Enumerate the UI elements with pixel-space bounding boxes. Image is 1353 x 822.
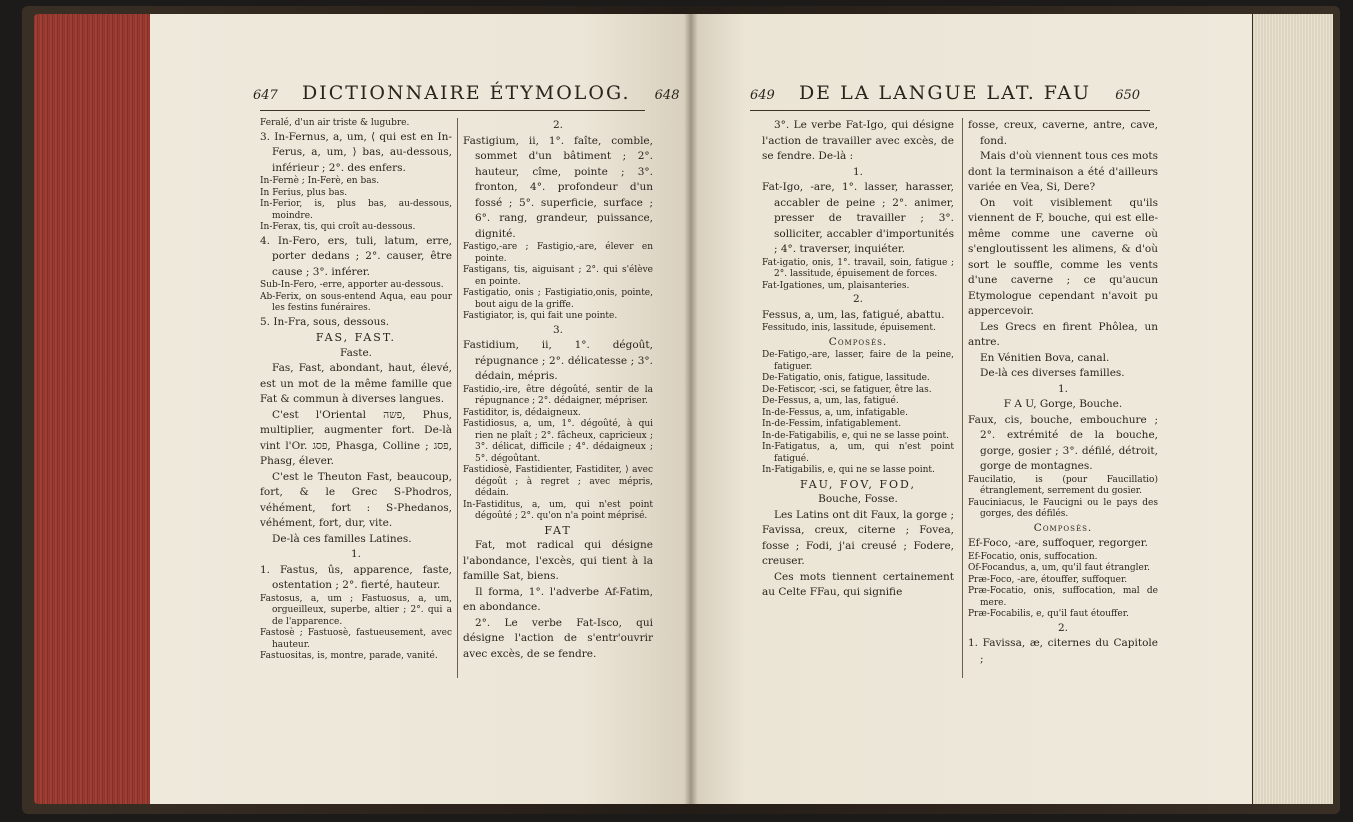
entry: Præ-Focabilis, e, qu'il faut étouffer. [968,609,1129,619]
section-subheading: Bouche, Fosse. [818,493,898,505]
entry: Fastidiosus, a, um, 1°. dégoûté, à qui rien ne plaît ; 2°. fâcheux, capricieux ; 3°. délicat, difficile ; 4°. dédaigneux ; 5°. dégoûtant. [463,419,653,464]
page-number: 648 [654,88,680,103]
entry: Præ-Foco, -are, étouffer, suffoquer. [968,574,1128,585]
composes-heading: Composés. [1033,521,1093,534]
entry: Fastigium, ii, 1°. faîte, comble, sommet d'un bâtiment ; 2°. hauteur, cîme, pointe ; 3°. fronton, 4°. profondeur d'un fossé ; 5°. superficie, surface ; 6°. rang, grandeur, puissance, dignité. [463,134,653,240]
entry: Fastigo,-are ; Fastigio,-are, élever en pointe. [463,242,653,264]
right-page [690,14,1252,804]
left-page [150,14,690,804]
page-number: 647 [253,88,278,103]
entry: Ef-Foco, -are, suffoquer, regorger. [968,537,1148,549]
paragraph: De-là ces diverses familles. [980,367,1125,379]
left-running-head [253,82,679,104]
section-number: 1. [852,165,864,178]
section-number: 1. [1057,382,1069,395]
section-subheading: F A U, Gorge, Bouche. [1003,398,1123,410]
paragraph: De-là ces familles Latines. [272,532,412,545]
section-number: 1. [350,548,362,560]
entry: In-Fatigabilis, e, qui ne se lasse point. [762,465,935,475]
entry: In-Fastiditus, a, um, qui n'est point dégoûté ; 2°. qu'on n'a point méprisé. [463,499,653,521]
paragraph: C'est l'Oriental פשה, Phus, multiplier, augmenter fort. De-là vint l'Or. פסג, Phasga, Colline ; פסג, Phasg, élever. [260,408,452,467]
entry: In-Ferax, tis, qui croît au-dessous. [260,222,416,232]
entry: Fauciniacus, le Faucigni ou le pays des gorges, des défilés. [968,497,1158,519]
page-number: 650 [1115,88,1141,103]
column-divider [962,118,963,678]
entry: 5. In-Fra, sous, dessous. [260,315,390,328]
paragraph: Il forma, 1°. l'adverbe Af-Fatim, en abondance. [463,585,653,613]
entry: Fastigatio, onis ; Fastigiatio,onis, pointe, bout aigu de la griffe. [463,288,653,310]
paragraph: Mais d'où viennent tous ces mots dont la terminaison a été d'ailleurs variée en Vea, Si, Dere? [968,150,1158,193]
entry: Fastidiosè, Fastidienter, Fastiditer, ⟩ avec dégoût ; à regret ; avec mépris, dédain. [463,465,653,498]
paragraph: 3°. Le verbe Fat-Igo, qui désigne l'action de travailler avec excès, de se fendre. De-là : [762,119,954,162]
entry: 1. Fastus, ûs, apparence, faste, ostentation ; 2°. fierté, hauteur. [260,563,452,591]
entry: De-Fatigo,-are, lasser, faire de la peine, fatiguer. [762,350,954,372]
entry: Fastidium, ii, 1°. dégoût, répugnance ; 2°. délicatesse ; 3°. dédain, mépris. [463,339,653,382]
entry: De-Fatigatio, onis, fatigue, lassitude. [762,373,930,383]
entry: In-de-Fatigabilis, e, qui ne se lasse point. [762,430,950,441]
entry: Fastosus, a, um ; Fastuosus, a, um, orgueilleux, superbe, altier ; 2°. qui a de l'apparence. [260,593,452,627]
left-column-2 [463,118,653,662]
section-heading: FAU, FOV, FOD, [800,477,916,491]
page-edges-left [34,14,152,804]
entry: In-Ferior, is, plus bas, au-dessous, moindre. [260,199,452,221]
section-number: 2. [552,119,564,131]
entry: Fastiditor, is, dédaigneux. [463,407,581,418]
header-rule [750,110,1150,111]
entry: Faux, cis, bouche, embouchure ; 2°. extrémité de la bouche, gorge, gosier ; 3°. défilé, détroit, gorge de montagnes. [968,413,1158,472]
entry: Fastigans, tis, aiguisant ; 2°. qui s'élève en pointe. [463,265,653,287]
right-column-2 [968,118,1158,667]
paragraph: On voit visiblement qu'ils viennent de F, bouche, qui est elle-même comme une caverne où s'engloutissent les alimens, & d'où sort le souffle, comme les vents d'une caverne ; ce qu'aucun Etymologue cependant n'avoit pu appercevoir. [968,196,1158,317]
entry: In Ferius, plus bas. [260,187,348,198]
book-gutter [684,14,698,804]
paragraph: Les Grecs en firent Phôlea, un antre. [968,320,1158,348]
section-number: 3. [552,323,564,336]
entry: Of-Focandus, a, um, qu'il faut étrangler. [968,563,1151,573]
paragraph: 2°. Le verbe Fat-Isco, qui désigne l'action de s'entr'ouvrir avec excès, de se fendre. [463,616,653,660]
right-column-1 [762,118,954,601]
composes-heading: Composés. [828,335,888,348]
entry: In-de-Fessim, infatigablement. [762,419,902,429]
entry: Præ-Focatio, onis, suffocation, mal de mere. [968,586,1158,608]
entry: Fat-igatio, onis, 1°. travail, soin, fatigue ; 2°. lassitude, épuisement de forces. [762,257,954,279]
paragraph: En Vénitien Bova, canal. [980,351,1110,364]
right-running-head [750,82,1140,104]
entry: Fastuositas, is, montre, parade, vanité. [260,651,438,661]
entry: In-Fernè ; In-Ferè, en bas. [260,176,380,186]
entry: Fastosè ; Fastuosè, fastueusement, avec hauteur. [260,628,452,650]
entry: Fastigiator, is, qui fait une pointe. [463,311,618,321]
entry: De-Fetiscor, -sci, se fatiguer, être las. [762,384,932,395]
left-column-1 [260,118,452,663]
entry: Fessitudo, inis, lassitude, épuisement. [762,323,936,333]
entry: Fat-Igo, -are, 1°. lasser, harasser, accabler de peine ; 2°. animer, presser de travailler ; 3°. solliciter, accabler d'importunités ; 4°. traverser, inquiéter. [762,181,954,255]
paragraph: C'est le Theuton Fast, beaucoup, fort, & le Grec S-Phodros, véhément, fort : S-Phedanos, véhément, fort, dur, vite. [260,470,452,529]
entry: 1. Favissa, æ, citernes du Capitole ; [968,637,1158,665]
page-number: 649 [750,88,775,103]
column-divider [457,118,458,678]
section-subheading: Faste. [340,346,372,359]
paragraph: Fat, mot radical qui désigne l'abondance, l'excès, qui tient à la famille Sat, biens. [463,539,653,582]
entry: fosse, creux, caverne, antre, cave, fond. [968,119,1158,147]
running-title: DE LA LANGUE LAT. FAU [798,82,1092,104]
entry: Fastidio,-ire, être dégoûté, sentir de la répugnance ; 2°. dédaigner, mépriser. [463,384,653,406]
entry: Ef-Focatio, onis, suffocation. [968,551,1098,562]
entry: De-Fessus, a, um, las, fatigué. [762,396,899,406]
entry: Fat-Igationes, um, plaisanteries. [762,280,910,291]
entry: 3. In-Fernus, a, um, ⟨ qui est en In-Ferus, a, um, ⟩ bas, au-dessous, inférieur ; 2°. des enfers. [260,130,452,174]
entry: 4. In-Fero, ers, tuli, latum, erre, porter dedans ; 2°. causer, être cause ; 3°. inférer. [260,234,452,278]
section-heading: FAS, FAST. [315,331,397,344]
entry: Fessus, a, um, las, fatigué, abattu. [762,308,945,321]
section-heading: FAT [544,523,572,537]
entry: Sub-In-Fero, -erre, apporter au-dessous. [260,280,444,290]
entry: Feralé, d'un air triste & lugubre. [260,118,410,128]
page-edges-right [1253,14,1333,804]
paragraph: Ces mots tiennent certainement au Celte FFau, qui signifie [762,570,954,598]
entry: Faucilatio, is (pour Faucillatio) étranglement, serrement du gosier. [968,474,1158,496]
section-number: 2. [852,293,864,305]
section-number: 2. [1057,621,1069,634]
header-rule [260,110,645,111]
entry: In-Fatigatus, a, um, qui n'est point fatigué. [762,442,954,464]
paragraph: Les Latins ont dit Faux, la gorge ; Favissa, creux, citerne ; Fovea, fosse ; Fodi, j'ai creusé ; Fodere, creuser. [762,508,954,567]
running-title: DICTIONNAIRE ÉTYMOLOG. [301,82,631,104]
entry: Ab-Ferix, on sous-entend Aqua, eau pour les festins funéraires. [260,291,452,313]
paragraph: Fas, Fast, abondant, haut, élevé, est un mot de la même famille que Fat & commun à diverses langues. [260,362,452,405]
entry: In-de-Fessus, a, um, infatigable. [762,407,908,418]
